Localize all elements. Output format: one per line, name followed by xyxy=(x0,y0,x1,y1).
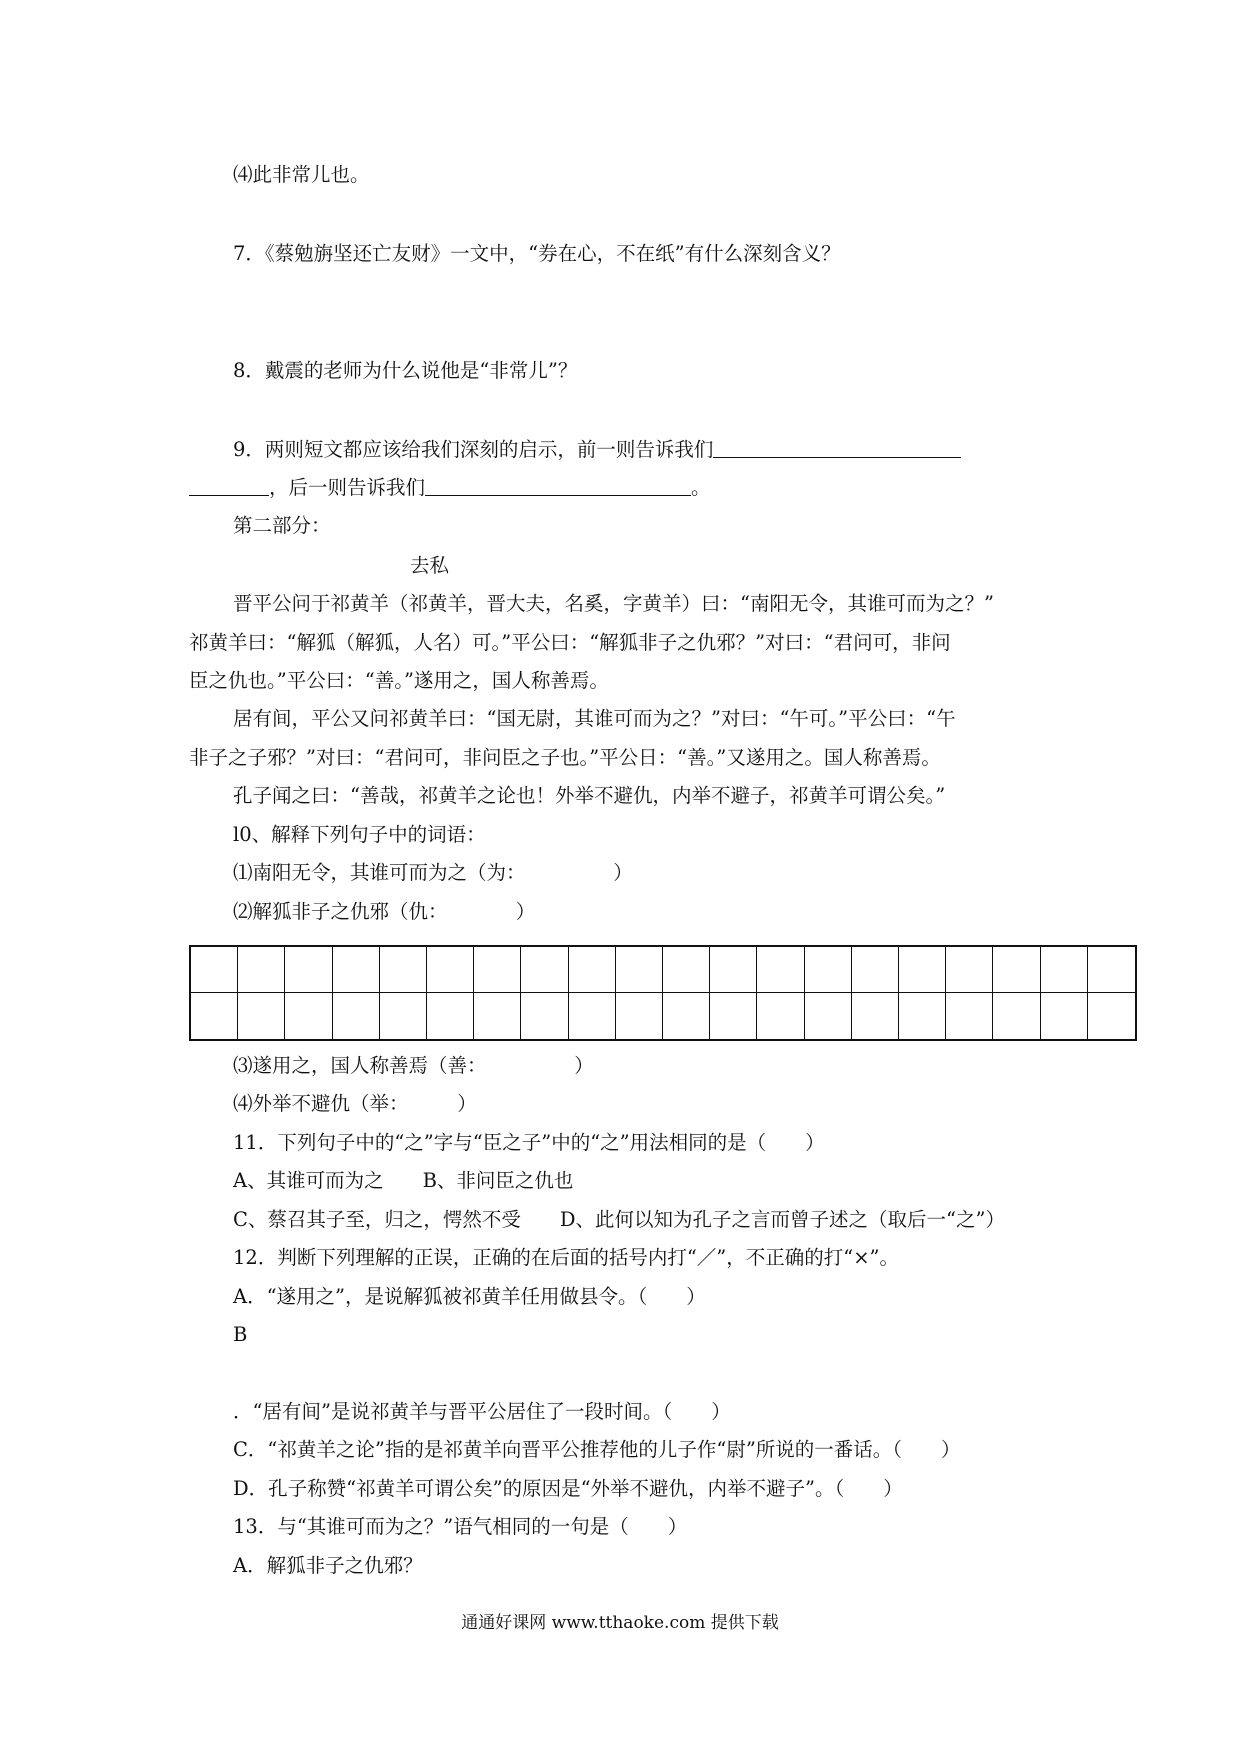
grid-cell[interactable] xyxy=(993,947,1040,993)
passage-line: 非子之子邪？”对曰：“君问可，非问臣之子也。”平公日：“善。”又遂用之。国人称善焉。 xyxy=(189,746,941,769)
grid-cell[interactable] xyxy=(616,947,663,993)
grid-cell[interactable] xyxy=(569,947,616,993)
question-11: 11．下列句子中的“之”字与“臣之子”中的“之”用法相同的是（ ） xyxy=(233,1131,825,1154)
question-10-item-4: ⑷外举不避仇（举： ） xyxy=(233,1092,477,1115)
passage-title: 去私 xyxy=(410,554,450,577)
answer-blank[interactable] xyxy=(189,475,269,496)
question-11-options-ab: A、其谁可而为之 B、非问臣之仇也 xyxy=(233,1169,574,1192)
grid-cell[interactable] xyxy=(521,993,568,1039)
grid-cell[interactable] xyxy=(191,993,238,1039)
question-12-option-a: A．“遂用之”，是说解狐被祁黄羊任用做县令。（ ） xyxy=(233,1285,706,1308)
page-footer: 通通好课网 www.tthaoke.com 提供下载 xyxy=(461,1613,779,1633)
grid-cell[interactable] xyxy=(285,993,332,1039)
writing-grid[interactable] xyxy=(189,945,1137,1041)
passage-line: 晋平公问于祁黄羊（祁黄羊，晋大夫，名奚，字黄羊）曰：“南阳无令，其谁可而为之？” xyxy=(233,592,994,615)
question-12-option-b-letter: B xyxy=(233,1323,248,1346)
answer-blank[interactable] xyxy=(425,475,691,496)
grid-cell[interactable] xyxy=(663,993,710,1039)
grid-cell[interactable] xyxy=(285,947,332,993)
grid-cell[interactable] xyxy=(1041,993,1088,1039)
grid-cell[interactable] xyxy=(757,993,804,1039)
question-8: 8．戴震的老师为什么说他是“非常儿”？ xyxy=(233,359,578,382)
grid-cell[interactable] xyxy=(946,947,993,993)
question-9-line-1 xyxy=(233,436,961,464)
passage-line: 祁黄羊曰：“解狐（解狐，人名）可。”平公曰：“解狐非子之仇邪？”对曰：“君问可，非问 xyxy=(189,631,951,654)
question-10-item-3: ⑶遂用之，国人称善焉（善： ） xyxy=(233,1054,594,1077)
passage-line: 孔子闻之曰：“善哉，祁黄羊之论也！外举不避仇，内举不避子，祁黄羊可谓公矣。” xyxy=(233,784,946,807)
grid-cell[interactable] xyxy=(757,947,804,993)
question-7: 7．《蔡勉旃坚还亡友财》一文中，“券在心，不在纸”有什么深刻含义？ xyxy=(233,242,841,265)
grid-cell[interactable] xyxy=(191,947,238,993)
question-11-options-cd: C、蔡召其子至，归之，愕然不受 D、此何以知为孔子之言而曾子述之（取后一“之”） xyxy=(233,1208,1005,1231)
question-12-option-b: ．“居有间”是说祁黄羊与晋平公居住了一段时间。（ ） xyxy=(233,1400,731,1423)
grid-cell[interactable] xyxy=(474,947,521,993)
grid-cell[interactable] xyxy=(899,993,946,1039)
question-9-line-2 xyxy=(189,474,711,502)
grid-cell[interactable] xyxy=(1041,947,1088,993)
question-10: l0、解释下列句子中的词语： xyxy=(233,823,486,846)
question-13: 13．与“其谁可而为之？”语气相同的一句是（ ） xyxy=(233,1515,688,1538)
grid-cell[interactable] xyxy=(427,947,474,993)
passage-line: 臣之仇也。”平公曰：“善。”遂用之，国人称善焉。 xyxy=(189,669,609,692)
grid-cell[interactable] xyxy=(993,993,1040,1039)
grid-cell[interactable] xyxy=(852,947,899,993)
grid-cell[interactable] xyxy=(1088,947,1135,993)
grid-cell[interactable] xyxy=(380,947,427,993)
grid-cell[interactable] xyxy=(946,993,993,1039)
q6-item-4: ⑷此非常儿也。 xyxy=(233,163,370,186)
part-two-heading: 第二部分： xyxy=(233,514,331,537)
grid-cell[interactable] xyxy=(380,993,427,1039)
question-12: 12．判断下列理解的正误，正确的在后面的括号内打“／”，不正确的打“×”。 xyxy=(233,1246,900,1269)
question-12-option-d: D．孔子称赞“祁黄羊可谓公矣”的原因是“外举不避仇，内举不避子”。（ ） xyxy=(233,1477,903,1500)
grid-cell[interactable] xyxy=(1088,993,1135,1039)
question-9-text-c: 。 xyxy=(691,476,711,499)
passage-line: 居有间，平公又问祁黄羊曰：“国无尉，其谁可而为之？”对曰：“午可。”平公曰：“午 xyxy=(233,707,956,730)
grid-cell[interactable] xyxy=(569,993,616,1039)
question-10-item-2: ⑵解狐非子之仇邪（仇： ） xyxy=(233,900,536,923)
grid-cell[interactable] xyxy=(238,993,285,1039)
grid-cell[interactable] xyxy=(852,993,899,1039)
grid-cell[interactable] xyxy=(521,947,568,993)
answer-blank[interactable] xyxy=(713,437,961,458)
grid-cell[interactable] xyxy=(899,947,946,993)
grid-cell[interactable] xyxy=(805,993,852,1039)
question-9-text-a: 9．两则短文都应该给我们深刻的启示，前一则告诉我们 xyxy=(233,438,714,461)
question-13-option-a: A．解狐非子之仇邪？ xyxy=(233,1554,423,1577)
grid-cell[interactable] xyxy=(333,993,380,1039)
grid-cell[interactable] xyxy=(474,993,521,1039)
grid-cell[interactable] xyxy=(616,993,663,1039)
grid-cell[interactable] xyxy=(427,993,474,1039)
grid-cell[interactable] xyxy=(710,947,757,993)
grid-cell[interactable] xyxy=(663,947,710,993)
grid-cell[interactable] xyxy=(710,993,757,1039)
question-9-text-b: ，后一则告诉我们 xyxy=(269,476,426,499)
question-10-item-1: ⑴南阳无令，其谁可而为之（为： ） xyxy=(233,861,633,884)
grid-cell[interactable] xyxy=(805,947,852,993)
grid-cell[interactable] xyxy=(238,947,285,993)
grid-cell[interactable] xyxy=(333,947,380,993)
question-12-option-c: C．“祁黄羊之论”指的是祁黄羊向晋平公推荐他的儿子作“尉”所说的一番话。（ ） xyxy=(233,1438,961,1461)
